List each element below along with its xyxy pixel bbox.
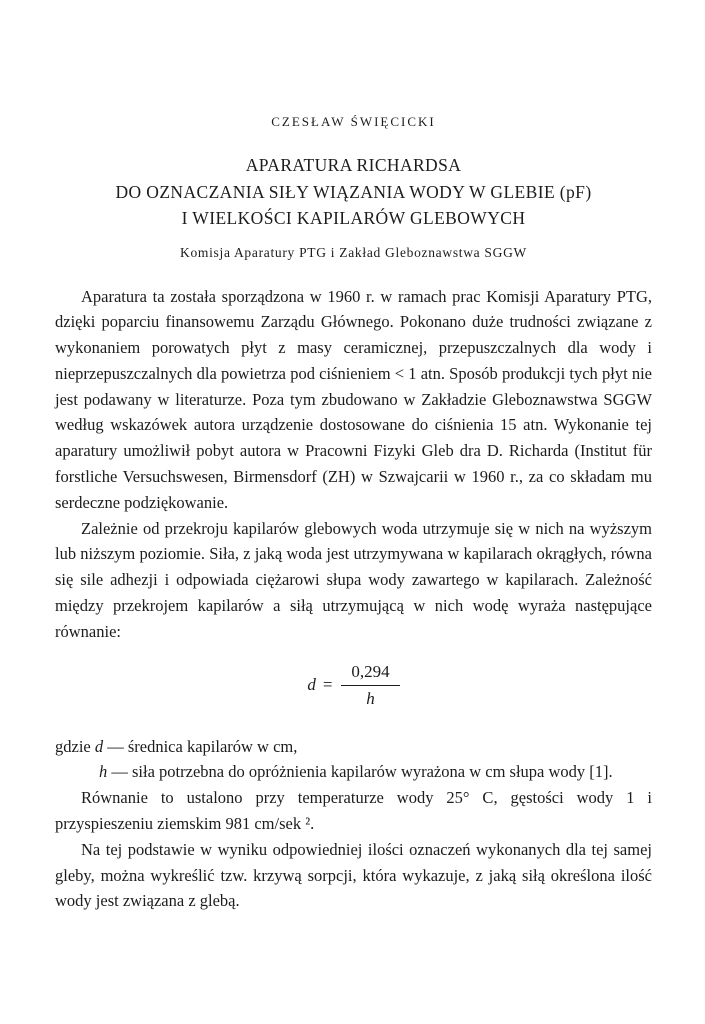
definition-d-prefix: gdzie — [55, 736, 95, 756]
author-name: CZESŁAW ŚWIĘCICKI — [271, 114, 436, 129]
title-line-1: APARATURA RICHARDSA — [245, 155, 462, 175]
equation-denominator-h: h — [366, 688, 375, 708]
definition-d-text: — średnica kapilarów w cm, — [103, 736, 298, 756]
article-body — [55, 284, 652, 915]
definition-d-variable: d — [94, 736, 104, 756]
paragraph-1: Aparatura ta została sporządzona w 1960 r. w ramach prac Komisji Aparatury PTG, dzięki poparciu finansowemu Zarządu Głównego. Pokonano duże trudności związane z wykonaniem porowatych płyt z masy ceramicznej, przepuszczalnych dla wody i nieprzepuszczalnych dla powietrza pod ciśnieniem < 1 atn. Sposób produkcji tych płyt nie jest podawany w literaturze. Poza tym zbudowano w Zakładzie Gleboznawstwa SGGW według wskazówek autora urządzenie dostosowane do ciśnienia 15 atn. Wykonanie tej aparatury umożliwił pobyt autora w Pracowni Fizyki Gleb dra D. Richarda (Institut für forstliche Versuchswesen, Birmensdorf (ZH) w Szwajcarii w 1960 r., za co składam mu serdeczne podziękowanie. — [55, 286, 652, 512]
paragraph-4: Na tej podstawie w wyniku odpowiedniej ilości oznaczeń wykonanych dla tej samej gleby, można wykreślić tzw. krzywą sorpcji, która wykazuje, z jaką siłą określona ilość wody jest związana z glebą. — [55, 839, 652, 911]
equation-numerator: 0,294 — [341, 661, 399, 686]
equation-equals-sign: = — [322, 675, 333, 695]
definition-h-variable: h — [99, 762, 108, 782]
definition-h-line — [55, 759, 652, 785]
equation-fraction — [341, 661, 399, 710]
paragraph-2: Zależnie od przekroju kapilarów glebowych woda utrzymuje się w nich na wyższym lub niższym poziomie. Siła, z jaką woda jest utrzymywana w kapilarach okrągłych, równa się sile adhezji i odpowiada ciężarowi słupa wody zawartego w kapilarach. Zależność między przekrojem kapilarów a siłą utrzymującą w nich wodę wyraża następujące równanie: — [55, 518, 652, 641]
paragraph-3: Równanie to ustalono przy temperaturze wody 25° C, gęstości wody 1 i przyspieszeniu ziemskim 981 cm/sek ². — [55, 788, 652, 834]
title-line-2: DO OZNACZANIA SIŁY WIĄZANIA WODY W GLEBIE (pF) — [115, 181, 592, 202]
definition-h-text: — siła potrzebna do opróżnienia kapilarów wyrażona w cm słupa wody [1]. — [107, 762, 613, 782]
equation-variable-d: d — [307, 675, 316, 695]
definition-d-line — [55, 734, 652, 760]
title-line-3: I WIELKOŚCI KAPILARÓW GLEBOWYCH — [181, 208, 526, 228]
affiliation-line: Komisja Aparatury PTG i Zakład Gleboznawstwa SGGW — [180, 244, 527, 260]
article-title — [55, 152, 652, 232]
capillary-diameter-equation — [55, 661, 652, 710]
